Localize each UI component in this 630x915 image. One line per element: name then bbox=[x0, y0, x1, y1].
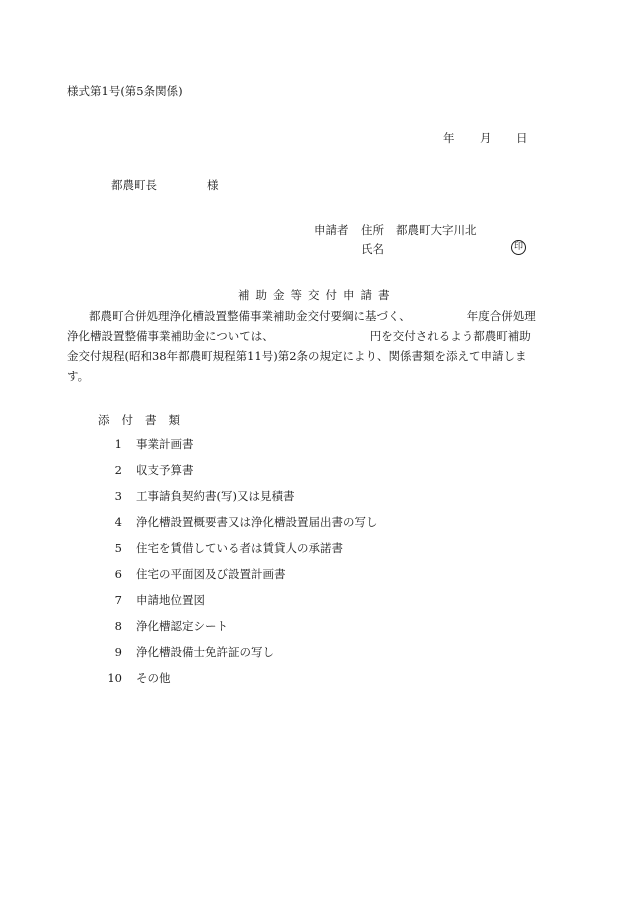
applicant-label: 申請者 bbox=[314, 223, 349, 237]
item-text: 浄化槽設備士免許証の写し bbox=[136, 645, 274, 659]
body-line-3: 金交付規程(昭和38年都農町規程第11号)第2条の規定により、関係書類を添えて申請しま bbox=[67, 349, 527, 363]
item-text: 事業計画書 bbox=[136, 437, 194, 451]
date-day-label: 日 bbox=[516, 131, 528, 145]
item-number: 10 bbox=[107, 671, 122, 685]
item-text: 浄化槽設置概要書又は浄化槽設置届出書の写し bbox=[136, 515, 378, 529]
body-line-2 bbox=[67, 326, 551, 346]
item-number: 7 bbox=[114, 593, 122, 607]
addressee-honorific: 様 bbox=[207, 178, 219, 192]
body-line-2-amount-text: 円を交付されるよう都農町補助 bbox=[369, 329, 531, 343]
item-number: 6 bbox=[114, 567, 122, 581]
date-month-label: 月 bbox=[480, 131, 492, 145]
item-text: 浄化槽認定シート bbox=[136, 619, 228, 633]
form-number: 様式第1号(第5条関係) bbox=[67, 84, 183, 98]
body-line-2-main: 浄化槽設置整備事業補助金については、 bbox=[67, 329, 274, 343]
item-text: 収支予算書 bbox=[136, 463, 194, 477]
date-year-label: 年 bbox=[443, 131, 455, 145]
address-label: 住所 bbox=[361, 223, 384, 237]
item-text: 工事請負契約書(写)又は見積書 bbox=[136, 489, 295, 503]
item-number: 9 bbox=[114, 645, 122, 659]
item-text: その他 bbox=[136, 671, 171, 685]
item-number: 5 bbox=[114, 541, 122, 555]
item-text: 申請地位置図 bbox=[136, 593, 205, 607]
document-title: 補助金等交付申請書 bbox=[238, 288, 396, 302]
seal-icon: 印 bbox=[511, 240, 526, 255]
application-body bbox=[67, 306, 551, 386]
item-text: 住宅を賃借している者は賃貸人の承諾書 bbox=[136, 541, 343, 555]
item-number: 4 bbox=[114, 515, 122, 529]
item-number: 1 bbox=[114, 437, 122, 451]
item-number: 3 bbox=[114, 489, 122, 503]
body-line-1-main: 都農町合併処理浄化槽設置整備事業補助金交付要綱に基づく、 bbox=[89, 309, 411, 323]
body-line-1 bbox=[67, 306, 551, 326]
item-text: 住宅の平面図及び設置計画書 bbox=[136, 567, 286, 581]
item-number: 2 bbox=[114, 463, 122, 477]
body-line-1-year-text: 年度合併処理 bbox=[466, 309, 536, 323]
attachments-heading: 添付書類 bbox=[98, 413, 192, 427]
item-number: 8 bbox=[114, 619, 122, 633]
name-label: 氏名 bbox=[361, 242, 384, 256]
address-value: 都農町大字川北 bbox=[396, 223, 477, 237]
addressee-name: 都農町長 bbox=[111, 178, 157, 192]
body-line-4: す。 bbox=[67, 369, 90, 383]
